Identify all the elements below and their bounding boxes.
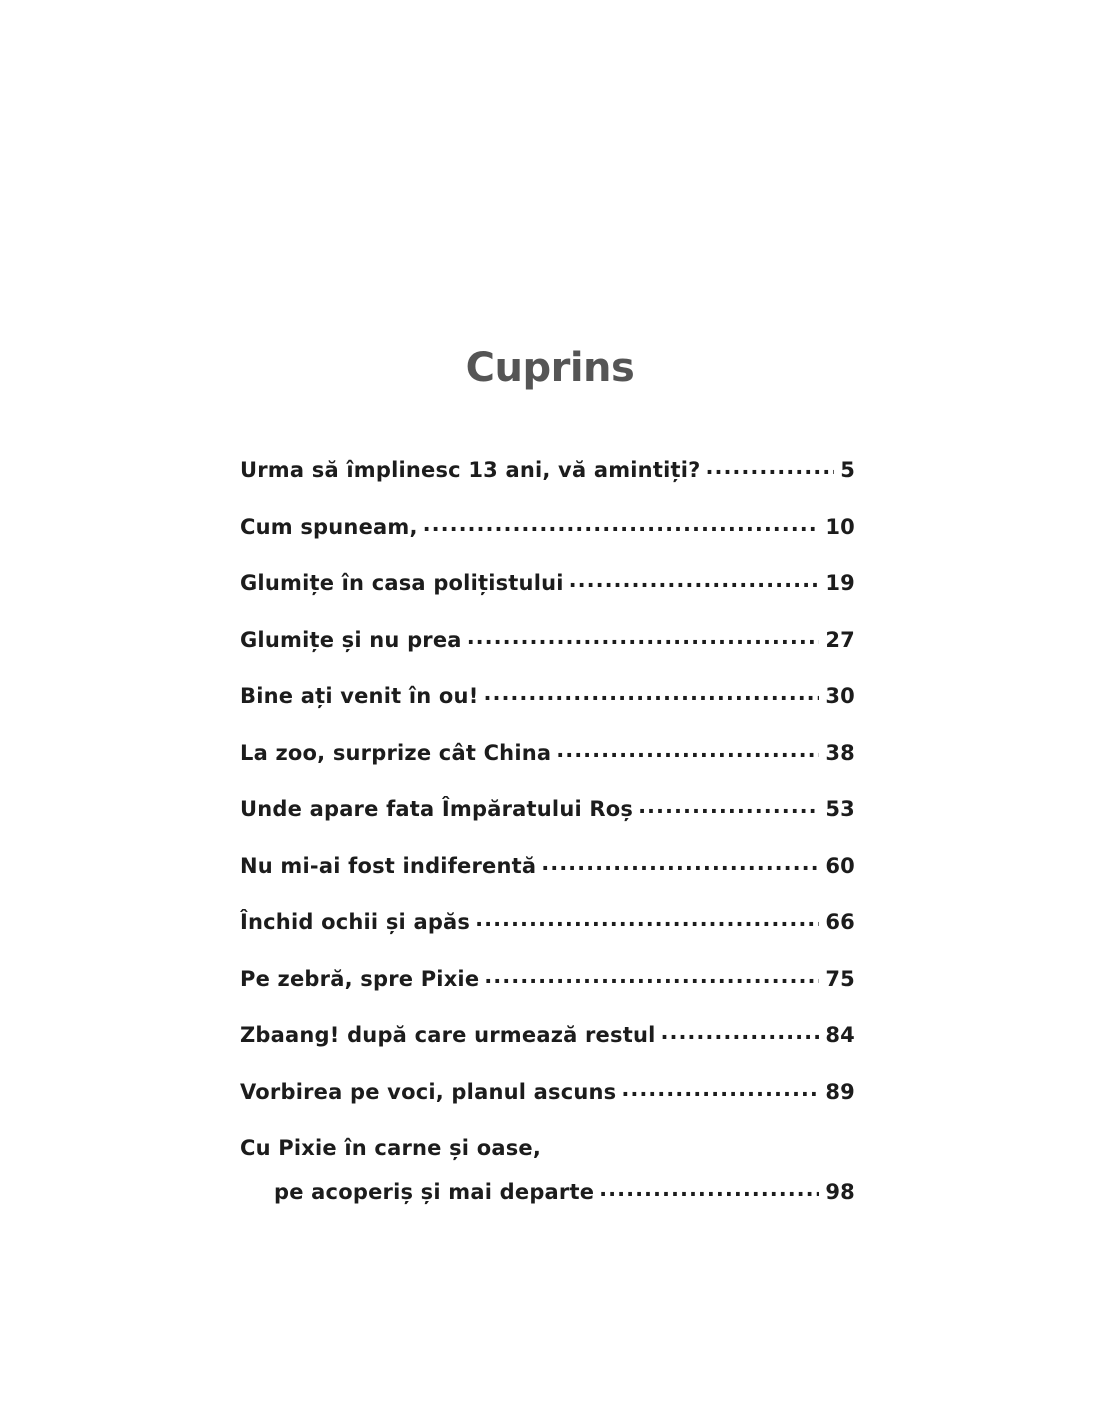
- toc-entry-line2: [240, 1180, 855, 1204]
- toc-entry-title: La zoo, surprize cât China: [240, 740, 552, 765]
- toc-entry: [240, 1080, 855, 1137]
- toc-entry-page: 53: [825, 797, 855, 821]
- toc-entry-title: Nu mi-ai fost indiferentă: [240, 853, 537, 878]
- dot-leader: [661, 1020, 820, 1044]
- toc-entry-title-line2: pe acoperiș și mai departe: [274, 1180, 595, 1204]
- toc-entry-title-line1: Cu Pixie în carne și oase,: [240, 1136, 542, 1160]
- toc-entry: [240, 1136, 855, 1204]
- toc-entry-title: Închid ochii și apăs: [240, 910, 471, 934]
- dot-leader: [705, 455, 834, 479]
- toc-entry-title: Vorbirea pe voci, planul ascuns: [240, 1079, 617, 1104]
- toc-entry-page: 98: [825, 1180, 855, 1204]
- toc-entry-page: 10: [825, 514, 855, 539]
- toc-entry-page: 19: [825, 571, 855, 595]
- toc-entry-title: Bine ați venit în ou!: [240, 684, 479, 708]
- toc-entry-page: 66: [825, 910, 855, 934]
- toc-entry-page: 89: [825, 1079, 855, 1104]
- toc-entry-page: 27: [825, 627, 855, 652]
- toc-entry-title: Glumițe și nu prea: [240, 627, 462, 652]
- toc-entry-page: 5: [840, 458, 855, 482]
- dot-leader: [423, 512, 820, 536]
- toc-entry-title: Pe zebră, spre Pixie: [240, 966, 480, 991]
- dot-leader: [569, 568, 820, 592]
- toc-entry: [240, 628, 855, 685]
- toc-entry: [240, 741, 855, 798]
- toc-entry-title: Urma să împlinesc 13 ani, vă amintiți?: [240, 458, 701, 482]
- dot-leader: [621, 1077, 819, 1101]
- dot-leader: [638, 794, 819, 818]
- toc-entry-page: 38: [825, 740, 855, 765]
- toc-entry-title: Cum spuneam,: [240, 514, 418, 539]
- toc-entry: [240, 458, 855, 515]
- toc-entry: [240, 684, 855, 741]
- toc-entry: [240, 967, 855, 1024]
- toc-entry-title: Glumițe în casa polițistului: [240, 571, 564, 595]
- toc-entry: [240, 797, 855, 854]
- dot-leader: [467, 625, 820, 649]
- toc-entry-page: 75: [825, 966, 855, 991]
- dot-leader: [483, 681, 819, 705]
- toc-entry-title: Unde apare fata Împăratului Roș: [240, 797, 634, 821]
- dot-leader: [475, 907, 819, 931]
- toc-entry-page: 84: [825, 1023, 855, 1047]
- table-of-contents: [240, 458, 855, 1204]
- toc-entry: [240, 854, 855, 911]
- toc-entry: [240, 515, 855, 572]
- dot-leader: [541, 851, 819, 875]
- toc-entry: [240, 910, 855, 967]
- page-title: Cuprins: [465, 345, 635, 391]
- dot-leader: [556, 738, 819, 762]
- toc-entry-page: 60: [825, 853, 855, 878]
- toc-entry-title: Zbaang! după care urmează restul: [240, 1023, 656, 1047]
- toc-entry: [240, 1023, 855, 1080]
- dot-leader: [599, 1177, 819, 1201]
- dot-leader: [484, 964, 819, 988]
- toc-entry: [240, 571, 855, 628]
- toc-entry-page: 30: [825, 684, 855, 708]
